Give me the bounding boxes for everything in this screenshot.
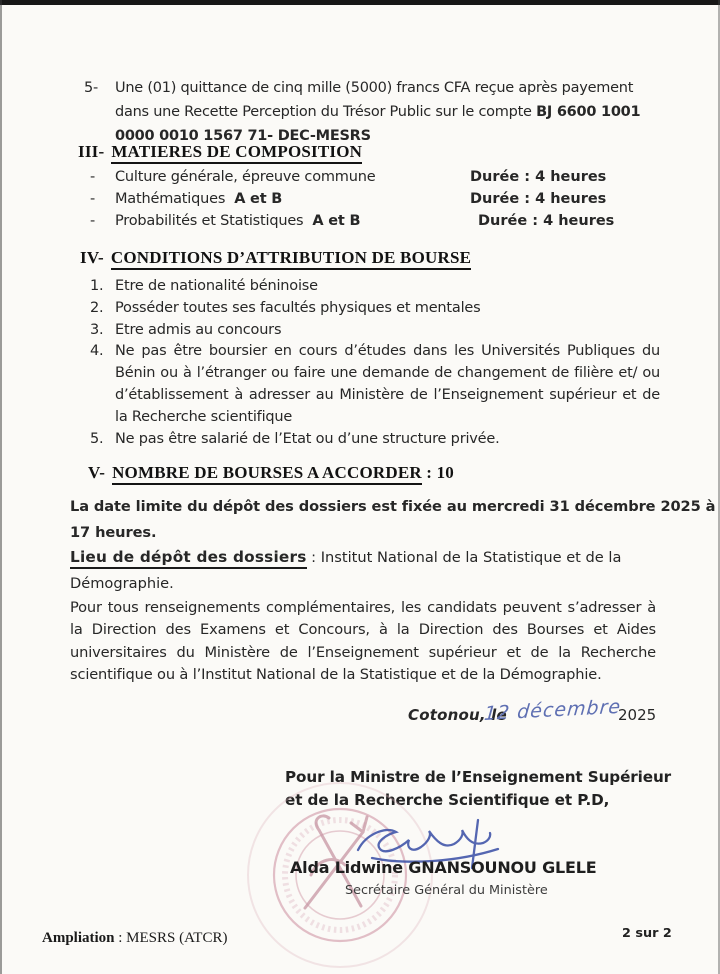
condition-item [88,341,660,428]
subject-name [115,213,360,229]
section-numeral: V- [88,463,106,482]
condition-text: Posséder toutes ses facultés physiques et mentales [115,299,481,316]
subject-name [115,169,384,185]
section-heading-matieres [78,142,362,162]
signatory-title: Secrétaire Général du Ministère [345,883,548,898]
section-numeral: III- [78,142,105,161]
conditions-list [88,276,660,450]
section-heading-bourses [88,463,454,483]
page-number: 2 sur 2 [622,926,672,941]
receipt-line [115,100,640,124]
bourses-count: : 10 [421,463,455,482]
ampliation-label: Ampliation [42,930,115,946]
condition-text: Ne pas être boursier en cours d’études dans les Universités Publiques du Bénin ou à l’étranger ou faire une demande de changement de filière et/ ou d’établissement à adresser au Ministère de l’Enseignement supérieur et de la Recherche scientifique [115,343,660,425]
receipt-line-bold: BJ 6600 1001 [536,104,641,120]
receipt-line-bold: 0000 0010 1567 71- DEC-MESRS [115,128,371,144]
subject-duration: Durée : 4 heures [470,190,607,207]
deadline-line: 17 heures. [70,523,157,541]
receipt-line [115,76,640,100]
scan-edge-left [0,0,2,974]
deadline-paragraph [70,494,715,545]
on-behalf-line: et de la Recherche Scientifique et P.D, [285,790,610,809]
handwritten-date: 12 décembre [483,695,623,725]
section-title: CONDITIONS D’ATTRIBUTION DE BOURSE [111,248,471,270]
section-heading-conditions [80,248,471,268]
list-item-marker: 5- [84,80,98,96]
condition-number: 5. [90,430,104,447]
subject-name-text: Culture générale, épreuve commune [115,169,376,185]
deadline-line: La date limite du dépôt des dossiers est fixée au mercredi 31 décembre 2025 à [70,498,716,515]
condition-item [88,298,660,320]
section-title: MATIERES DE COMPOSITION [111,142,362,164]
condition-text: Etre de nationalité béninoise [115,278,318,294]
condition-item [88,320,660,342]
info-paragraph: Pour tous renseignements complémentaires, les candidats peuvent s’adresser à la Direction des Examens et Concours, à la Direction des Bourses et Aides universitaires du Ministère de l’Enseignement supérieur et de la Recherche scientifique ou à l’Institut National de la Statistique et de la Démographie. [70,599,656,683]
on-behalf-line: Pour la Ministre de l’Enseignement Supérieur [285,768,672,786]
subject-name-text: Mathématiques [115,190,226,207]
receipt-line-text: Une (01) quittance de cinq mille (5000) francs CFA reçue après payement [115,80,634,96]
dateline-place: Cotonou, le [408,706,507,724]
scan-edge-top [0,0,720,5]
receipt-line-text: dans une Recette Perception du Trésor Public sur le compte [115,104,537,120]
dateline [408,695,657,725]
subject-variant: A et B [234,190,283,207]
bullet-dash: - [90,169,96,185]
subject-name [115,191,282,207]
dateline-year: 2025 [618,706,657,724]
ampliation [42,930,227,947]
condition-number: 1. [90,278,104,294]
condition-item [88,276,660,298]
depot-value: : Institut National de la Statistique et de la Démographie. [70,549,622,592]
ampliation-value: : MESRS (ATCR) [114,930,228,946]
signatory-name: Alda Lidwine GNANSOUNOU GLELE [290,858,597,877]
depot-label: Lieu de dépôt des dossiers [70,548,307,569]
subject-name-text: Probabilités et Statistiques [115,212,304,229]
condition-number: 4. [90,343,104,360]
bullet-dash: - [90,190,96,207]
subject-duration: Durée : 4 heures [478,212,615,229]
condition-text: Ne pas être salarié de l’Etat ou d’une structure privée. [115,430,500,447]
condition-item [88,429,660,451]
subject-variant: A et B [312,212,361,229]
bullet-dash: - [90,212,96,229]
depot-paragraph [70,545,655,596]
section-title: NOMBRE DE BOURSES A ACCORDER [112,463,422,485]
section-numeral: IV- [80,248,104,267]
condition-number: 3. [90,321,104,338]
list-item-receipt [84,76,640,148]
condition-number: 2. [90,299,104,316]
condition-text: Etre admis au concours [115,321,282,338]
subjects-list [88,169,668,239]
subject-duration: Durée : 4 heures [470,169,607,185]
